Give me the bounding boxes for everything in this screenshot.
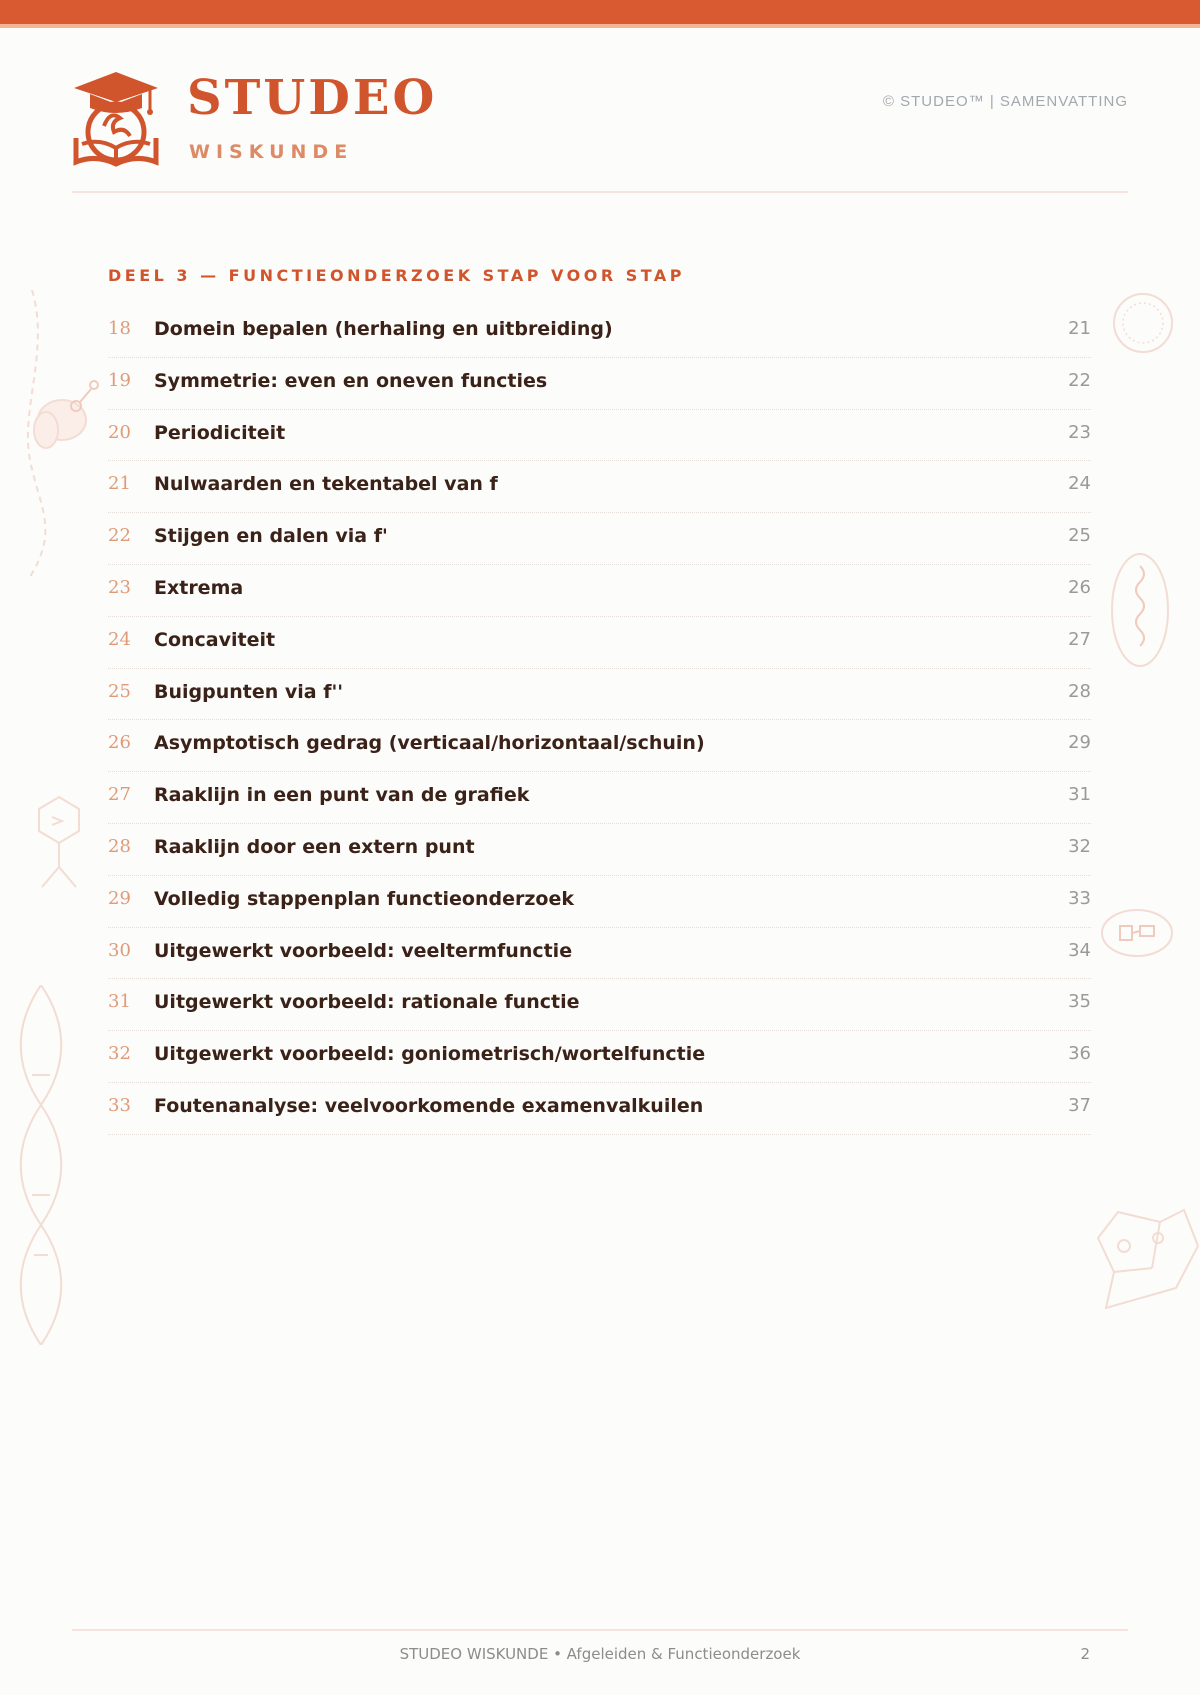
toc-entry-page: 23 [1068, 421, 1091, 443]
toc-entry-number: 33 [108, 1094, 131, 1116]
toc-entry-title: Volledig stappenplan functieonderzoek [154, 887, 574, 910]
cell-icon [34, 795, 84, 895]
toc-entry-number: 28 [108, 835, 131, 857]
graduation-cap-book-icon [72, 70, 160, 168]
toc-entry-number: 26 [108, 732, 131, 754]
top-accent-stripe [0, 24, 1200, 28]
toc-entry[interactable] [108, 461, 1091, 513]
toc-entry-page: 24 [1068, 473, 1091, 495]
toc-entry-title: Foutenanalyse: veelvoorkomende examenvalkuilen [154, 1094, 704, 1117]
toc-entry[interactable] [108, 720, 1091, 772]
toc-entry[interactable] [108, 358, 1091, 410]
toc-entry-title: Asymptotisch gedrag (verticaal/horizontaal/schuin) [154, 732, 705, 755]
toc-entry-page: 33 [1068, 887, 1091, 909]
capsule-icon [1100, 908, 1174, 958]
toc-entry-number: 18 [108, 318, 131, 339]
toc-entry[interactable] [108, 772, 1091, 824]
toc-entry[interactable] [108, 928, 1091, 980]
oval-wave-icon [1110, 552, 1170, 668]
toc-entry-number: 19 [108, 369, 131, 391]
toc-entry[interactable] [108, 410, 1091, 462]
toc-entry-number: 22 [108, 525, 131, 547]
toc-entry-title: Domein bepalen (herhaling en uitbreiding) [154, 318, 613, 340]
toc-entry-title: Extrema [154, 576, 244, 599]
toc-entry-page: 22 [1068, 369, 1091, 391]
toc-entry-page: 27 [1068, 628, 1091, 650]
toc-entry[interactable] [108, 1083, 1091, 1135]
toc-entry-title: Uitgewerkt voorbeeld: rationale functie [154, 991, 580, 1014]
toc-entry-page: 36 [1068, 1043, 1091, 1065]
toc-entry-title: Nulwaarden en tekentabel van f [154, 473, 498, 496]
molecule-icon [20, 290, 100, 580]
toc-entry[interactable] [108, 513, 1091, 565]
toc-entry-number: 27 [108, 784, 131, 806]
toc-entry-number: 31 [108, 991, 131, 1013]
geometric-block-icon [1088, 1208, 1200, 1312]
table-of-contents [108, 306, 1091, 1135]
brand-name: STUDEO [187, 70, 438, 126]
header-right-text: © STUDEO™ | SAMENVATTING [882, 93, 1128, 110]
toc-entry-title: Raaklijn door een extern punt [154, 835, 475, 858]
circle-dots-icon [1112, 292, 1174, 354]
toc-entry-title: Stijgen en dalen via f' [154, 525, 388, 548]
toc-entry-number: 24 [108, 628, 131, 650]
toc-entry[interactable] [108, 876, 1091, 928]
toc-entry-page: 31 [1068, 784, 1091, 806]
toc-entry-page: 26 [1068, 576, 1091, 598]
toc-entry-page: 25 [1068, 525, 1091, 547]
toc-entry-title: Raaklijn in een punt van de grafiek [154, 784, 530, 807]
toc-entry[interactable] [108, 824, 1091, 876]
toc-entry-number: 21 [108, 473, 131, 495]
toc-entry-page: 21 [1068, 318, 1091, 339]
toc-entry-number: 25 [108, 680, 131, 702]
footer-text: STUDEO WISKUNDE • Afgeleiden & Functieonderzoek [399, 1645, 801, 1663]
toc-entry-number: 23 [108, 576, 131, 598]
toc-entry-title: Symmetrie: even en oneven functies [154, 369, 548, 392]
toc-entry-number: 20 [108, 421, 131, 443]
toc-entry-page: 37 [1068, 1094, 1091, 1116]
toc-entry-number: 30 [108, 939, 131, 961]
toc-entry[interactable] [108, 617, 1091, 669]
toc-entry[interactable] [108, 306, 1091, 358]
toc-entry[interactable] [108, 979, 1091, 1031]
toc-entry-number: 32 [108, 1043, 131, 1065]
toc-entry[interactable] [108, 565, 1091, 617]
page-header [72, 70, 1128, 190]
toc-entry-page: 28 [1068, 680, 1091, 702]
dna-helix-icon [14, 985, 68, 1345]
toc-entry-title: Uitgewerkt voorbeeld: veeltermfunctie [154, 939, 573, 962]
footer-divider [72, 1629, 1128, 1631]
toc-entry-title: Concaviteit [154, 628, 276, 651]
toc-entry-title: Periodiciteit [154, 421, 286, 444]
top-accent-bar [0, 0, 1200, 24]
toc-entry[interactable] [108, 1031, 1091, 1083]
toc-entry-title: Buigpunten via f'' [154, 680, 344, 703]
toc-entry-page: 34 [1068, 939, 1091, 961]
toc-entry-page: 35 [1068, 991, 1091, 1013]
toc-entry-page: 32 [1068, 835, 1091, 857]
toc-entry-page: 29 [1068, 732, 1091, 754]
section-title: DEEL 3 — FUNCTIEONDERZOEK STAP VOOR STAP [108, 266, 686, 285]
toc-entry[interactable] [108, 669, 1091, 721]
toc-entry-number: 29 [108, 887, 131, 909]
brand-subtitle: WISKUNDE [189, 141, 354, 163]
header-divider [72, 191, 1128, 193]
toc-entry-title: Uitgewerkt voorbeeld: goniometrisch/wortelfunctie [154, 1043, 706, 1066]
footer-page-number: 2 [1080, 1645, 1090, 1663]
